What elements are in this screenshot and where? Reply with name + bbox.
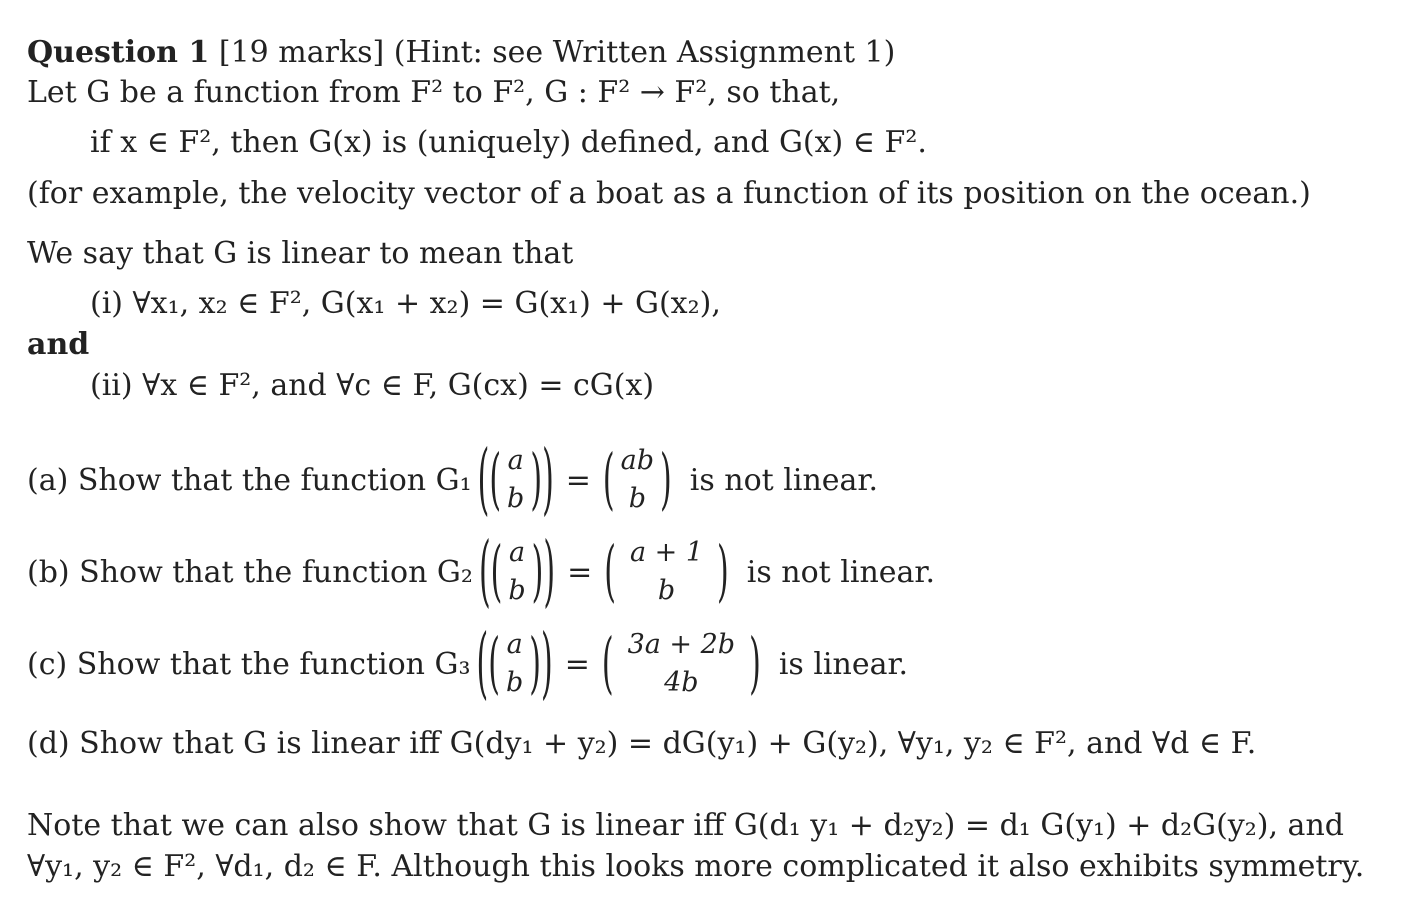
output-vector xyxy=(614,626,750,702)
paren-left: ( xyxy=(488,625,500,703)
part-c-suffix: is linear. xyxy=(778,646,909,682)
paren-right: ) xyxy=(660,441,672,519)
part-a-suffix: is not linear. xyxy=(689,462,878,498)
definition-condition-2: (ii) ∀x ∈ F², and ∀c ∈ F, G(cx) = cG(x) xyxy=(90,368,655,403)
input-vector xyxy=(501,442,530,518)
question-hint: (Hint: see Written Assignment 1) xyxy=(393,35,896,70)
paren-left: ( xyxy=(478,526,491,618)
output-vector xyxy=(616,534,717,610)
vector-bottom: b xyxy=(505,667,524,698)
definition-lead: We say that G is linear to mean that xyxy=(27,236,574,271)
vector-bottom: 4b xyxy=(664,667,699,698)
vector-top: a xyxy=(507,445,524,476)
paren-left: ( xyxy=(602,441,615,519)
definition-and: and xyxy=(27,327,90,362)
input-vector xyxy=(500,626,529,702)
input-vector xyxy=(502,534,531,610)
part-c-prefix: (c) Show that the function G₃ xyxy=(27,646,471,682)
note-line-2: ∀y₁, y₂ ∈ F², ∀d₁, d₂ ∈ F. Although this looks more complicated it also exhibits symmetry. xyxy=(27,849,1365,884)
equals-sign: = xyxy=(565,462,591,498)
output-vector xyxy=(615,442,660,518)
note-line-1: Note that we can also show that G is linear iff G(d₁ y₁ + d₂y₂) = d₁ G(y₁) + d₂G(y₂), and xyxy=(27,808,1344,843)
part-b xyxy=(27,526,935,618)
paren-left: ( xyxy=(489,441,502,519)
definition-condition-1: (i) ∀x₁, x₂ ∈ F², G(x₁ + x₂) = G(x₁) + G(x₂), xyxy=(90,286,721,321)
paren-right: ) xyxy=(543,526,556,618)
vector-bottom: b xyxy=(508,575,526,606)
vector-bottom: b xyxy=(657,575,676,606)
part-a-prefix: (a) Show that the function G₁ xyxy=(27,462,472,498)
part-a xyxy=(27,434,878,526)
paren-right: ) xyxy=(540,618,553,710)
paren-right: ) xyxy=(530,441,543,519)
question-heading xyxy=(27,35,896,70)
vector-bottom: b xyxy=(507,483,525,514)
paren-left: ( xyxy=(477,434,490,526)
question-marks: [19 marks] xyxy=(218,35,385,70)
vector-top: a + 1 xyxy=(629,537,704,568)
paren-left: ( xyxy=(490,533,503,611)
vector-top: 3a + 2b xyxy=(627,629,736,660)
equals-sign: = xyxy=(564,646,590,682)
question-title: Question 1 xyxy=(27,35,210,70)
intro-line-3: (for example, the velocity vector of a boat as a function of its position on the ocean.) xyxy=(27,176,1311,211)
paren-right: ) xyxy=(749,625,761,703)
paren-right: ) xyxy=(531,533,544,611)
vector-top: a xyxy=(506,629,523,660)
paren-right: ) xyxy=(717,533,729,611)
equals-sign: = xyxy=(567,554,593,590)
paren-left: ( xyxy=(476,618,489,710)
paren-right: ) xyxy=(542,434,554,526)
intro-line-2: if x ∈ F², then G(x) is (uniquely) defined, and G(x) ∈ F². xyxy=(90,125,927,160)
vector-top: ab xyxy=(620,445,655,476)
paren-left: ( xyxy=(601,625,614,703)
part-d: (d) Show that G is linear iff G(dy₁ + y₂) = dG(y₁) + G(y₂), ∀y₁, y₂ ∈ F², and ∀d ∈ F. xyxy=(27,726,1257,761)
intro-line-1: Let G be a function from F² to F², G : F² → F², so that, xyxy=(27,75,841,110)
paren-right: ) xyxy=(529,625,541,703)
vector-bottom: b xyxy=(628,483,646,514)
part-b-prefix: (b) Show that the function G₂ xyxy=(27,554,473,590)
part-b-suffix: is not linear. xyxy=(746,554,935,590)
part-c xyxy=(27,618,909,710)
vector-top: a xyxy=(508,537,526,568)
paren-left: ( xyxy=(604,533,616,611)
